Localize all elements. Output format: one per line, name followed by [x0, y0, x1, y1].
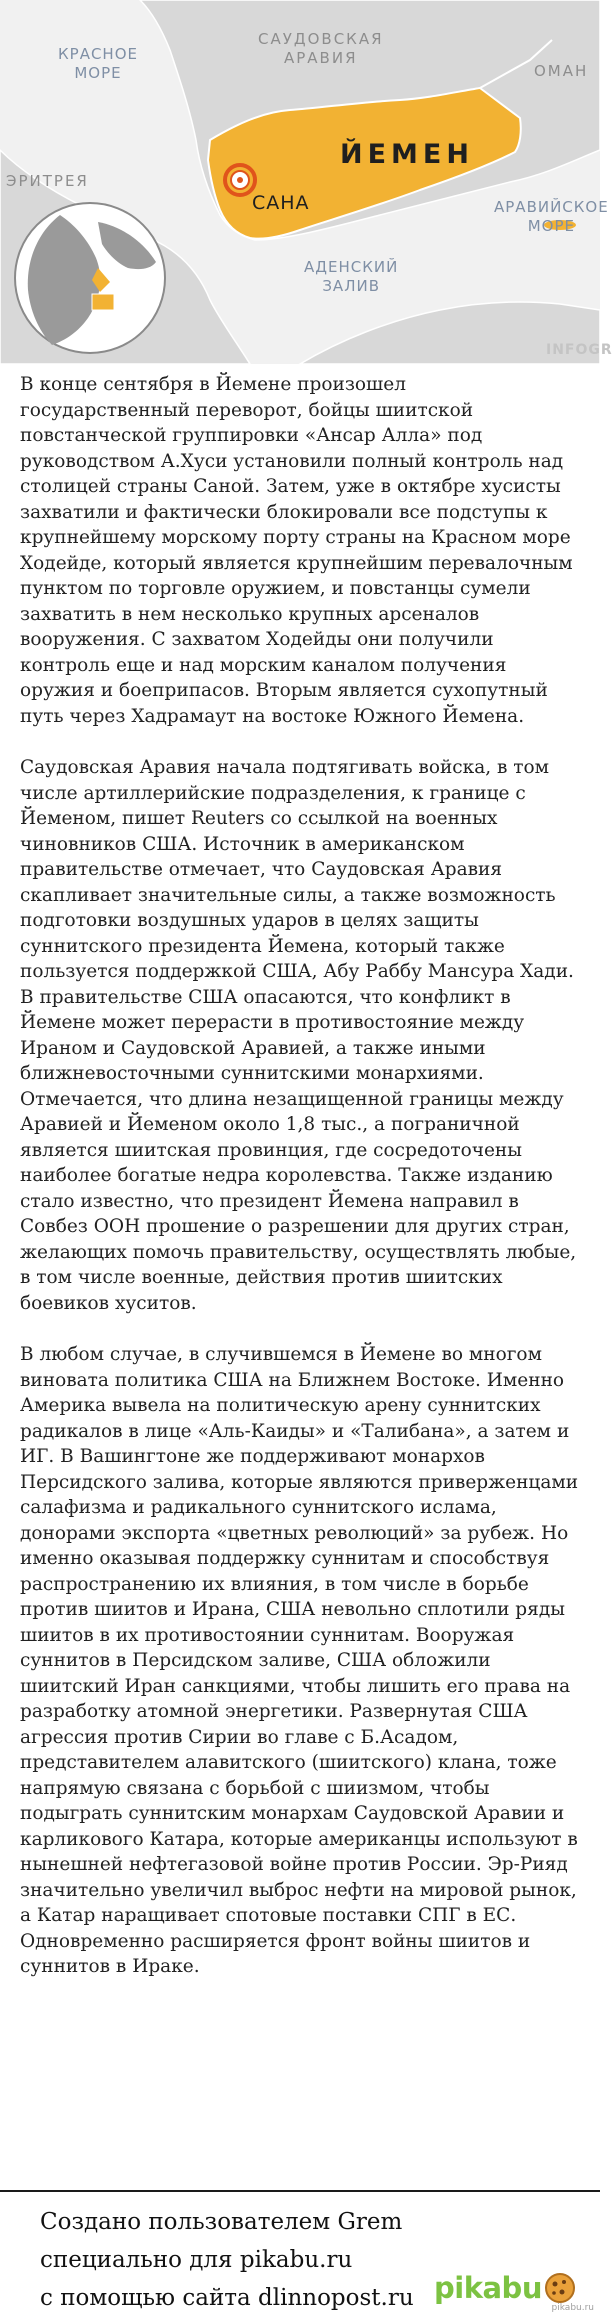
label-arabian-sea: АРАВИЙСКОЕ МОРЕ: [494, 198, 609, 235]
credit-line-author: Создано пользователем Grem: [40, 2209, 403, 2235]
credit-line-tool[interactable]: с помощью сайта dlinnopost.ru: [40, 2285, 414, 2311]
pikabu-logo[interactable]: [434, 2268, 576, 2308]
label-saudi-arabia: САУДОВСКАЯ АРАВИЯ: [258, 30, 384, 67]
globe-inset: [15, 203, 165, 353]
pikabu-cookie-icon: [544, 2272, 576, 2304]
watermark: INFOGR: [546, 342, 613, 358]
footer-credit: [40, 2203, 440, 2317]
label-capital: САНА: [252, 192, 310, 214]
article-paragraph: В конце сентября в Йемене произошел государственный переворот, бойцы шиитской повстанческой группировки «Ансар Алла» под руководством А.Хуси установили полный контроль над столицей страны Саной. Затем, уже в октябре хусисты захватили и фактически блокировали все подступы к крупнейшему морскому порту страны на Красном море Ходейде, который является крупнейшим перевалочным пунктом по торговле оружием, и повстанцы сумели захватить в нем несколько крупных арсеналов вооружения. С захватом Ходейды они получили контроль еще и над морским каналом получения оружия и боеприпасов. Вторым является сухопутный путь через Хадрамаут на востоке Южного Йемена.: [20, 374, 573, 727]
article-paragraph: В любом случае, в случившемся в Йемене во многом виновата политика США на Ближнем Востоке. Именно Америка вывела на политическую арену суннитских радикалов в лице «Аль-Каиды» и «Талибана», а затем и ИГ. В Вашингтоне же поддерживают монархов Персидского залива, которые являются приверженцами салафизма и радикального суннитского ислама, донорами экспорта «цветных революций» за рубеж. Но именно оказывая поддержку суннитам и способствуя распространению их влияния, в том числе в борьбе против шиитов и Ирана, США невольно сплотили ряды шиитов в их противостоянии суннитам. Вооружая суннитов в Персидском заливе, США обложили шиитский Иран санкциями, чтобы лишить его права на разработку атомной энергетики. Развернутая США агрессия против Сирии во главе с Б.Асадом, представителем алавитского (шиитского) клана, тоже напрямую связана с борьбой с шиизмом, чтобы подыграть суннитским монархам Саудовской Аравии и карликового Катара, которые американцы используют в нынешней нефтегазовой войне против России. Эр-Рияд значительно увеличил выброс нефти на мировой рынок, а Катар наращивает спотовые поставки СПГ в ЕС. Одновременно расширяется фронт войны шиитов и суннитов в Ираке.: [20, 1344, 579, 1977]
domain-watermark: pikabu.ru: [551, 2303, 594, 2313]
label-red-sea: КРАСНОЕ МОРЕ: [58, 45, 138, 82]
article-body: [20, 372, 580, 1980]
credit-line-site: специально для pikabu.ru: [40, 2247, 353, 2273]
label-yemen: ЙЕМЕН: [340, 139, 474, 170]
label-gulf-of-aden: АДЕНСКИЙ ЗАЛИВ: [304, 258, 399, 295]
article-paragraph: Саудовская Аравия начала подтягивать войска, в том числе артиллерийские подразделения, к границе с Йеменом, пишет Reuters со ссылкой на военных чиновников США. Источник в американском правительстве отмечает, что Саудовская Аравия скапливает значительные силы, а также возможность подготовки воздушных ударов в целях защиты суннитского президента Йемена, который также пользуется поддержкой США, Абу Раббу Мансура Хади. В правительстве США опасаются, что конфликт в Йемене может перерасти в противостояние между Ираном и Саудовской Аравией, а также иными ближневосточными суннитскими монархиями. Отмечается, что длина незащищенной границы между Аравией и Йеменом около 1,8 тыс., а пограничной является шиитская провинция, где сосредоточены наиболее богатые недра королевства. Также изданию стало известно, что президент Йемена направил в Совбез ООН прошение о разрешении для других стран, желающих помочь правительству, осуществлять любые, в том числе военные, действия против шиитских боевиков хуситов.: [20, 757, 577, 1314]
sana-marker-dot: [237, 177, 243, 183]
footer-divider: [0, 2190, 600, 2192]
label-eritrea: ЭРИТРЕЯ: [6, 172, 89, 190]
yemen-map: [0, 0, 613, 364]
pikabu-logo-text: pikabu: [434, 2271, 542, 2305]
label-oman: ОМАН: [534, 62, 589, 80]
